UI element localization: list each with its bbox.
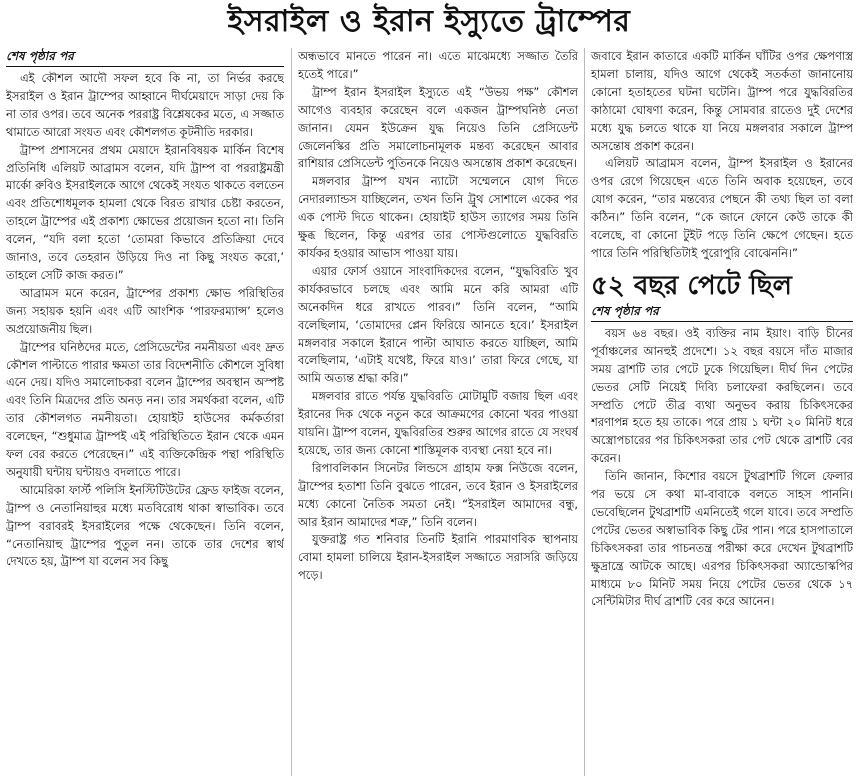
- article2-paragraph: তিনি জানান, কিশোর বয়সে টুথব্রাশটি গিলে ফেলার পর ভয়ে সে কথা মা-বাবাকে বলতে সাহস পাননি। ভেবেছিলেন টুথব্রাশটি এমনিতেই গলে যাবে। তবে সম্প্রতি পেটের ভেতর অস্বাভাবিক কিছু টের পান। পরে হাসপাতালে চিকিৎসকরা তার পাচনতন্ত্র পরীক্ষা করে দেখেন টুথব্রাশটি ক্ষুদ্রান্ত্রে আটকে আছে। এরপর চিকিৎসকরা অ্যান্ডোস্কপির মাধ্যমে ৮০ মিনিট সময় নিয়ে পেটের ভেতর থেকে ১৭ সেন্টিমিটার দীর্ঘ ব্রাশটি বের করে আনেন।: [591, 469, 853, 609]
- article1-paragraph: জবাবে ইরান কাতারে একটি মার্কিন ঘাঁটির ওপর ক্ষেপণাস্ত্র হামলা চালায়, যদিও আগে থেকেই সতর্কতা জানানোয় কোনো হতাহতের ঘটনা ঘটেনি। ট্রাম্প পরে যুদ্ধবিরতির কাঠামো ঘোষণা করেন, কিন্তু সোমবার রাতেও দুই দেশের মধ্যে যুদ্ধ চলতে থাকে যা নিয়ে মঙ্গলবার সকালে ট্রাম্প অসন্তোষ প্রকাশ করেন।: [591, 49, 853, 153]
- article2-continued-label: শেষ পৃষ্ঠার পর: [591, 303, 853, 322]
- article1-paragraph: আব্রামস মনে করেন, ট্রাম্পের প্রকাশ্য ক্ষোভ পরিস্থিতির জন্য সহায়ক হয়নি এবং এটি আংশিক ‘পারফরম্যান্স’ হলেও অপ্রয়োজনীয় ছিল।: [6, 285, 284, 336]
- article1-column-1: [6, 48, 284, 776]
- column-divider: [291, 48, 292, 776]
- article1-paragraph: মঙ্গলবার ট্রাম্প যখন ন্যাটো সম্মেলনে যোগ দিতে নেদারল্যান্ডস যাচ্ছিলেন, তখন তিনি ট্রুথ সোশালে একের পর এক পোস্ট দিতে থাকেন। হোয়াইট হাউস ত্যাগের সময় তিনি ক্ষুব্ধ ছিলেন, কিন্তু এরপর তার পোস্টগুলোতে যুদ্ধবিরতি কার্যকর হওয়ার আভাস পাওয়া যায়।: [298, 174, 578, 260]
- article1-paragraph: অন্ধভাবে মানতে পারেন না। এতে মাঝেমধ্যে সজ্জাত তৈরি হতেই পারে।”: [298, 49, 578, 81]
- continued-from-label: শেষ পৃষ্ঠার পর: [6, 48, 284, 67]
- column-divider: [584, 48, 585, 776]
- article1-paragraph: যুক্তরাষ্ট্র গত শনিবার তিনটি ইরানি পারমাণবিক স্থাপনায় বোমা হামলা চালিয়ে ইরান-ইসরাইল সজ্জাতে সরাসরি জড়িয়ে পড়ে।: [298, 532, 578, 583]
- article1-paragraph: মঙ্গলবার রাতে পর্যন্ত যুদ্ধবিরতি মোটামুটি বজায় ছিল এবং ইরানের দিক থেকে নতুন করে আক্রমণের কোনো খবর পাওয়া যায়নি। ট্রাম্প বলেন, যুদ্ধবিরতির শুরুর আগের রাতে যে সংঘর্ষ হয়েছে, তার জন্য কোনো শাস্তিমূলক ব্যবস্থা নেয়া হবে না।: [298, 389, 578, 457]
- article1-paragraph: এয়ার ফোর্স ওয়ানে সাংবাদিকদের বলেন, “যুদ্ধবিরতি খুব কার্যকরভাবে চলছে এবং আমি মনে করি আমরা এটি অনেকদিন ধরে রাখতে পারব।” তিনি বলেন, “আমি বলেছিলাম, ‘তোমাদের প্লেন ফিরিয়ে আনতে হবে।’ ইসরাইল মঙ্গলবার সকালে ইরানে পাল্টা আঘাত করতে যাচ্ছিল, আমি বলেছিলাম, ‘এটাই যথেষ্ট, ফিরে যাও।’ তারা ফিরে গেছে, যা আমি অত্যন্ত শ্রদ্ধা করি।”: [298, 263, 578, 386]
- article1-paragraph: রিপাবলিকান সিনেটর লিন্ডসে গ্রাহাম ফক্স নিউজে বলেন, ট্রাম্পের হতাশা তিনি বুঝতে পারেন, তবে ইরান ও ইসরাইলের মধ্যে কোনো নৈতিক সমতা নেই। “ইসরাইল আমাদের বন্ধু, আর ইরান আমাদের শত্রু,” তিনি বলেন।: [298, 460, 578, 529]
- article1-paragraph: ট্রাম্প ইরান ইসরাইল ইস্যুতে এই “উভয় পক্ষ” কৌশল আগেও ব্যবহার করেছেন বলে একজন ট্রাম্পঘনিষ্ঠ নেতা জানান। যেমন ইউক্রেন যুদ্ধ নিয়েও তিনি প্রেসিডেন্ট জেলেনস্কির প্রতি সমালোচনামূলক মন্তব্য করেছেন আবার রাশিয়ার প্রেসিডেন্ট পুতিনকে নিয়েও অসন্তোষ প্রকাশ করেছেন।: [298, 84, 578, 171]
- article1-paragraph: ট্রাম্প প্রশাসনের প্রথম মেয়াদে ইরানবিষয়ক মার্কিন বিশেষ প্রতিনিধি এলিয়ট আব্রামস বলেন, যদি ট্রাম্প বা পররাষ্ট্রমন্ত্রী মার্কো রুবিও ইসরাইলকে আগে থেকেই সংযত থাকতে বলতেন এবং প্রতিশোধমূলক হামলা থেকে বিরত রাখার চেষ্টা করতেন, তাহলে ট্রাম্পের এই প্রকাশ্য ক্ষোভের প্রয়োজন হতো না। তিনি বলেন, “যদি বলা হতো ‘তোমরা কিভাবে প্রতিক্রিয়া দেবে জানাও, তবে তেহরান উড়িয়ে দিও না কিছু সংযত করো,’ তাহলে সেটি কাজ করত।”: [6, 142, 284, 282]
- article1-paragraph: ট্রাম্পের ঘনিষ্ঠদের মতে, প্রেসিডেন্টের নমনীয়তা এবং দ্রুত কৌশল পাল্টাতে পারার ক্ষমতা তার বিদেশনীতি কৌশলে সুবিধা এনে দেয়। যদিও সমালোচকরা বলেন ট্রাম্পের অবস্থান অস্পষ্ট এবং তিনি মিত্রদের প্রতি অনড় নন। তার সমর্থকরা বলেন, এটি তার কৌশলগত নমনীয়তা। হোয়াইট হাউসের কর্মকর্তারা বলেছেন, “শুধুমাত্র ট্রাম্পই এই পরিস্থিতিতে ইরান থেকে এমন ফল বের করতে পেরেছেন।” এই ব্যক্তিকেন্দ্রিক পন্থা পরিস্থিতি অনুযায়ী ঘন্টায় ঘন্টায়ও বদলাতে পারে।: [6, 339, 284, 479]
- article2-paragraph: বয়স ৬৪ বছর। ওই ব্যক্তির নাম ইয়াং। বাড়ি চীনের পূর্বাঞ্চলের আনহুই প্রদেশে। ১২ বছর বয়সে দাঁত মাজার সময় ব্রাশটি তার পেটে ঢুকে গিয়েছিল। দীর্ঘ দিন পেটের ভেতর সেটি নিয়েই দিব্যি চলাফেরা করছিলেন। তবে সম্প্রতি পেটে তীব্র ব্যথা অনুভব করায় চিকিৎসকের শরণাপন্ন হতে হয় তাকে। পরে প্রায় ১ ঘন্টা ২০ মিনিট ধরে অস্ত্রোপচারের পর চিকিৎসকরা তার পেট থেকে ব্রাশটি বের করেন।: [591, 325, 853, 466]
- article1-paragraph: এই কৌশল আদৌ সফল হবে কি না, তা নির্ভর করছে ইসরাইল ও ইরান ট্রাম্পের আহ্বানে দীর্ঘমেয়াদে সাড়া দেয় কি না তার ওপর। তবে অনেক পররাষ্ট্র বিশ্লেষকের মতে, এ সজ্জাত থামাতে আরো সংযত এবং কৌশলগত কূটনীতি দরকার।: [6, 71, 284, 139]
- article-column-3: [591, 48, 853, 776]
- article1-paragraph: এলিয়ট আব্রামস বলেন, ট্রাম্প ইসরাইল ও ইরানের ওপর রেগে গিয়েছেন এতে তিনি অবাক হয়েছেন, তবে যোগ করেন, “তার মন্তব্যের পেছনে কী তথ্য ছিল তা বলা কঠিন।” তিনি বলেন, “কে জানে ফোনে কেউ তাকে কী বলেছে, বা কোনো টুইট পড়ে তিনি ক্ষেপে গেছেন। হতে পারে তিনি পরিস্থিতিটাই পুরোপুরি বোঝেননি।”: [591, 156, 853, 260]
- article2-headline: ৫২ বছর পেটে ছিল: [591, 270, 792, 301]
- article1-column-2: [298, 48, 578, 776]
- article1-paragraph: আমেরিকা ফার্স্ট পলিসি ইনস্টিটিউটের ফ্রেড ফাইজ বলেন, ট্রাম্প ও নেতানিয়াহুর মধ্যে মতবিরোধ থাকা স্বাভাবিক। তবে ট্রাম্প বরাবরই ইসরাইলের পক্ষে থেকেছেন। তিনি বলেন, “নেতানিয়াহু ট্রাম্পের পুতুল নন। তাকে তার দেশের স্বার্থ দেখতে হয়, ট্রাম্প যা বলেন সব কিছু: [6, 482, 284, 569]
- main-headline: ইসরাইল ও ইরান ইস্যুতে ট্রাম্পের: [227, 4, 631, 39]
